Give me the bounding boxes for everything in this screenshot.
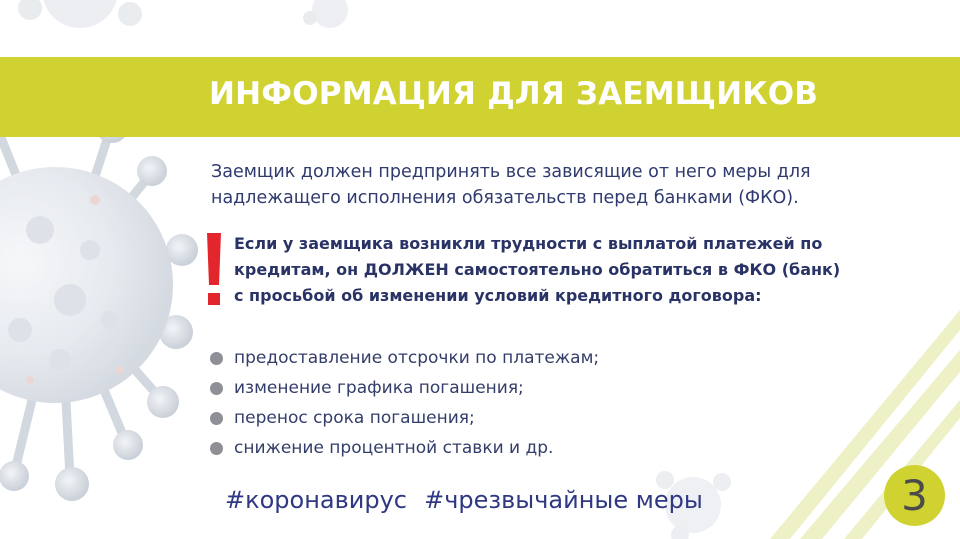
page-title: ИНФОРМАЦИЯ ДЛЯ ЗАЕМЩИКОВ — [209, 76, 819, 112]
list-item-label: перенос срока погашения; — [234, 408, 475, 428]
list-item — [210, 343, 599, 373]
list-item-label: изменение графика погашения; — [234, 378, 524, 398]
hashtag-coronavirus[interactable]: #коронавирус — [225, 486, 407, 514]
bullet-icon — [210, 442, 223, 455]
alert-paragraph — [234, 231, 954, 309]
bullet-icon — [210, 382, 223, 395]
alert-line: с просьбой об изменении условий кредитного договора: — [234, 286, 762, 305]
intro-line: надлежащего исполнения обязательств перед банками (ФКО). — [211, 188, 799, 208]
alert-line: Если у заемщика возникли трудности с выплатой платежей по — [234, 234, 823, 253]
list-item — [210, 373, 599, 403]
virus-illustration-top — [18, 0, 348, 28]
list-item-label: предоставление отсрочки по платежам; — [234, 348, 600, 368]
hashtag-emergency-measures[interactable]: #чрезвычайные меры — [424, 486, 703, 514]
alert-line: кредитам, он ДОЛЖЕН самостоятельно обратиться в ФКО (банк) — [234, 260, 841, 279]
measures-list — [210, 343, 599, 463]
list-item — [210, 433, 599, 463]
bullet-icon — [210, 412, 223, 425]
bullet-icon — [210, 352, 223, 365]
intro-line: Заемщик должен предпринять все зависящие от него меры для — [211, 162, 811, 182]
exclamation-icon — [203, 233, 225, 307]
list-item-label: снижение процентной ставки и др. — [234, 438, 554, 458]
page-number-badge: 3 — [884, 465, 945, 526]
hashtags — [225, 486, 715, 514]
list-item — [210, 403, 599, 433]
intro-paragraph — [211, 159, 911, 211]
virus-illustration — [0, 92, 198, 501]
